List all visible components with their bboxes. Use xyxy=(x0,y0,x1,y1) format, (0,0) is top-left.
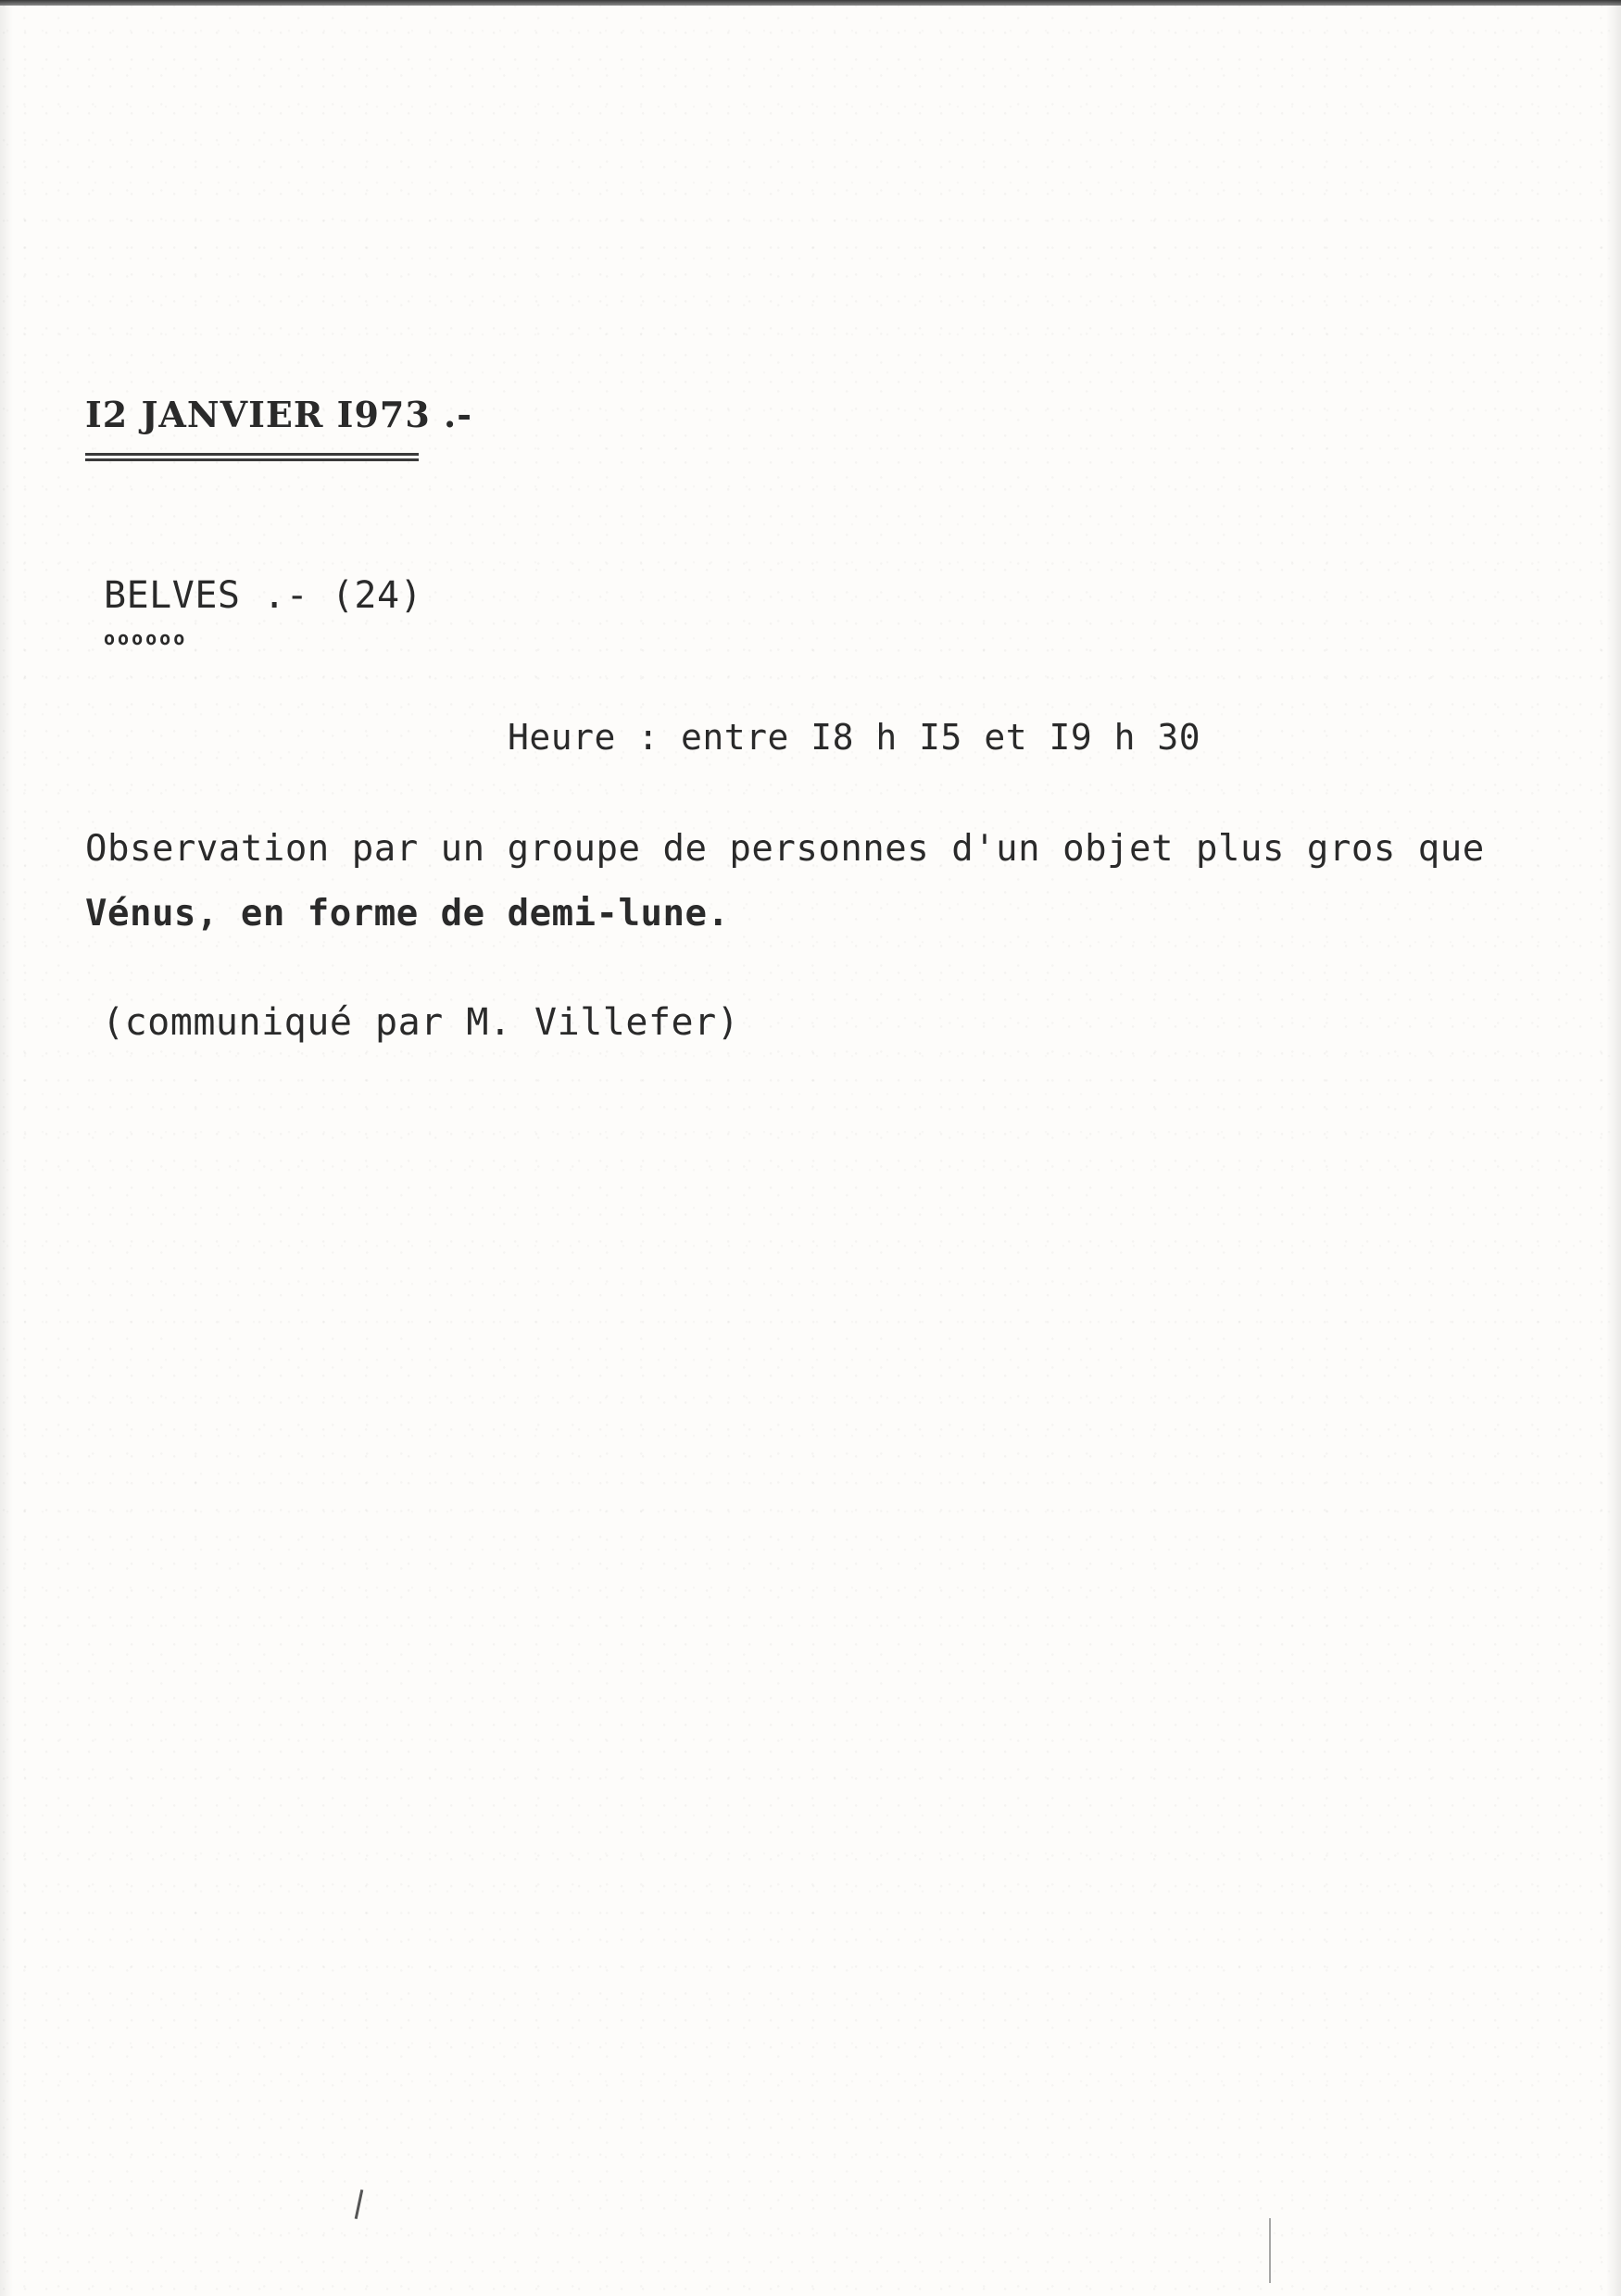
left-page-edge xyxy=(0,0,13,2296)
paper-fold-mark xyxy=(1269,2218,1271,2283)
location-ornament-rule: oooooo xyxy=(104,627,188,649)
date-heading: I2 JANVIER I973 .- xyxy=(85,394,473,435)
top-border xyxy=(0,0,1621,6)
body-line-1: Observation par un groupe de personnes d'un objet plus gros que xyxy=(85,828,1485,870)
time-line: Heure : entre I8 h I5 et I9 h 30 xyxy=(508,717,1201,758)
right-page-edge xyxy=(1606,0,1621,2296)
location-heading: BELVES .- (24) xyxy=(104,574,423,617)
date-heading-underline xyxy=(85,453,419,461)
stray-pen-mark xyxy=(355,2189,364,2219)
credit-line: (communiqué par M. Villefer) xyxy=(102,1001,740,1044)
body-line-2: Vénus, en forme de demi-lune. xyxy=(85,893,730,935)
